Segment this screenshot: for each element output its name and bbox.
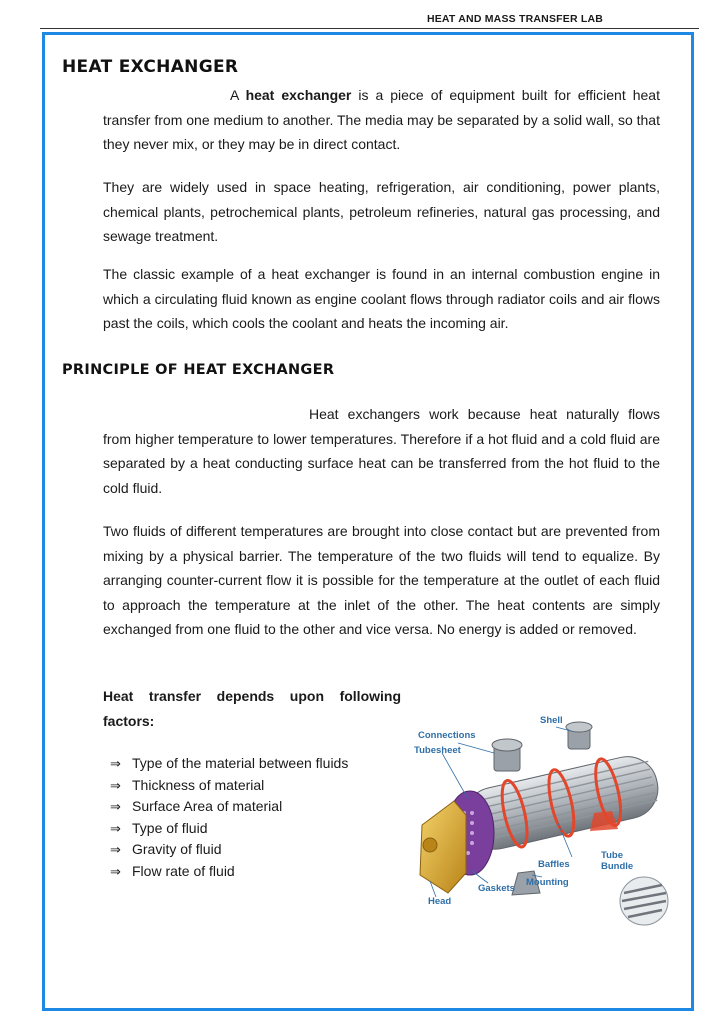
list-item: ⇒ Surface Area of material xyxy=(110,796,348,818)
diagram-label: Bundle xyxy=(601,861,634,872)
arrow-icon: ⇒ xyxy=(110,843,121,858)
list-item: ⇒ Gravity of fluid xyxy=(110,839,348,861)
intro-rest: is a piece of equipment built for efficient heat transfer from one medium to another. The media may be separated by a solid wall, so that they never mix, or they may be in direct contact. xyxy=(103,87,660,152)
diagram-label: Connections xyxy=(418,730,476,741)
list-item: ⇒ Type of fluid xyxy=(110,818,348,840)
list-item: ⇒ Type of the material between fluids xyxy=(110,753,348,775)
diagram-label: Mounting xyxy=(526,877,569,888)
factors-heading: Heat transfer depends upon following factors: xyxy=(103,688,401,729)
list-item: ⇒ Flow rate of fluid xyxy=(110,861,348,883)
section-heading-principle: PRINCIPLE OF HEAT EXCHANGER xyxy=(62,362,335,378)
arrow-icon: ⇒ xyxy=(110,757,121,772)
header-rule xyxy=(40,28,699,29)
diagram-label: Shell xyxy=(540,715,563,726)
barrier-paragraph: Two fluids of different temperatures are brought into close contact but are prevented from mixing by a physical barrier. The temperature of the two fluids will tend to equalize. By arranging counter-current flow it is possible for the temperature at the outlet of each fluid to approach the temperature at the inlet of the other. The heat contents are simply exchanged from one fluid to the other and vice versa. No energy is added or removed. xyxy=(103,523,660,637)
diagram-label: Gaskets xyxy=(478,883,515,894)
arrow-icon: ⇒ xyxy=(110,864,121,880)
arrow-icon: ⇒ xyxy=(110,821,121,837)
diagram-label: Tube xyxy=(601,850,623,861)
arrow-icon: ⇒ xyxy=(110,778,121,794)
uses-paragraph: They are widely used in space heating, refrigeration, air conditioning, power plants, chemical plants, petrochemical plants, petroleum refineries, natural gas processing, and sewage treatment. xyxy=(103,179,660,244)
arrow-icon: ⇒ xyxy=(110,800,121,815)
example-paragraph: The classic example of a heat exchanger is found in an internal combustion engine in which a circulating fluid known as engine coolant flows through radiator coils and air flows past the coils, which cools the coolant and heats the incoming air. xyxy=(103,266,660,331)
diagram-label: Head xyxy=(428,896,452,907)
intro-lead: A xyxy=(230,87,246,103)
intro-bold-term: heat exchanger xyxy=(245,87,352,103)
heat-exchanger-diagram xyxy=(408,705,682,927)
list-item: ⇒ Thickness of material xyxy=(110,775,348,797)
diagram-label: Tubesheet xyxy=(414,745,461,756)
intro-paragraph xyxy=(103,83,660,157)
running-header: HEAT AND MASS TRANSFER LAB xyxy=(426,13,604,25)
factor-list xyxy=(110,753,348,882)
section-heading-heat-exchanger: HEAT EXCHANGER xyxy=(62,57,239,77)
diagram-label: Baffles xyxy=(538,859,570,870)
principle-paragraph: Heat exchangers work because heat naturally flows from higher temperature to lower temperatures. Therefore if a hot fluid and a cold fluid are separated by a heat conducting surface heat can be transferred from the hot fluid to the cold fluid. xyxy=(103,406,660,496)
